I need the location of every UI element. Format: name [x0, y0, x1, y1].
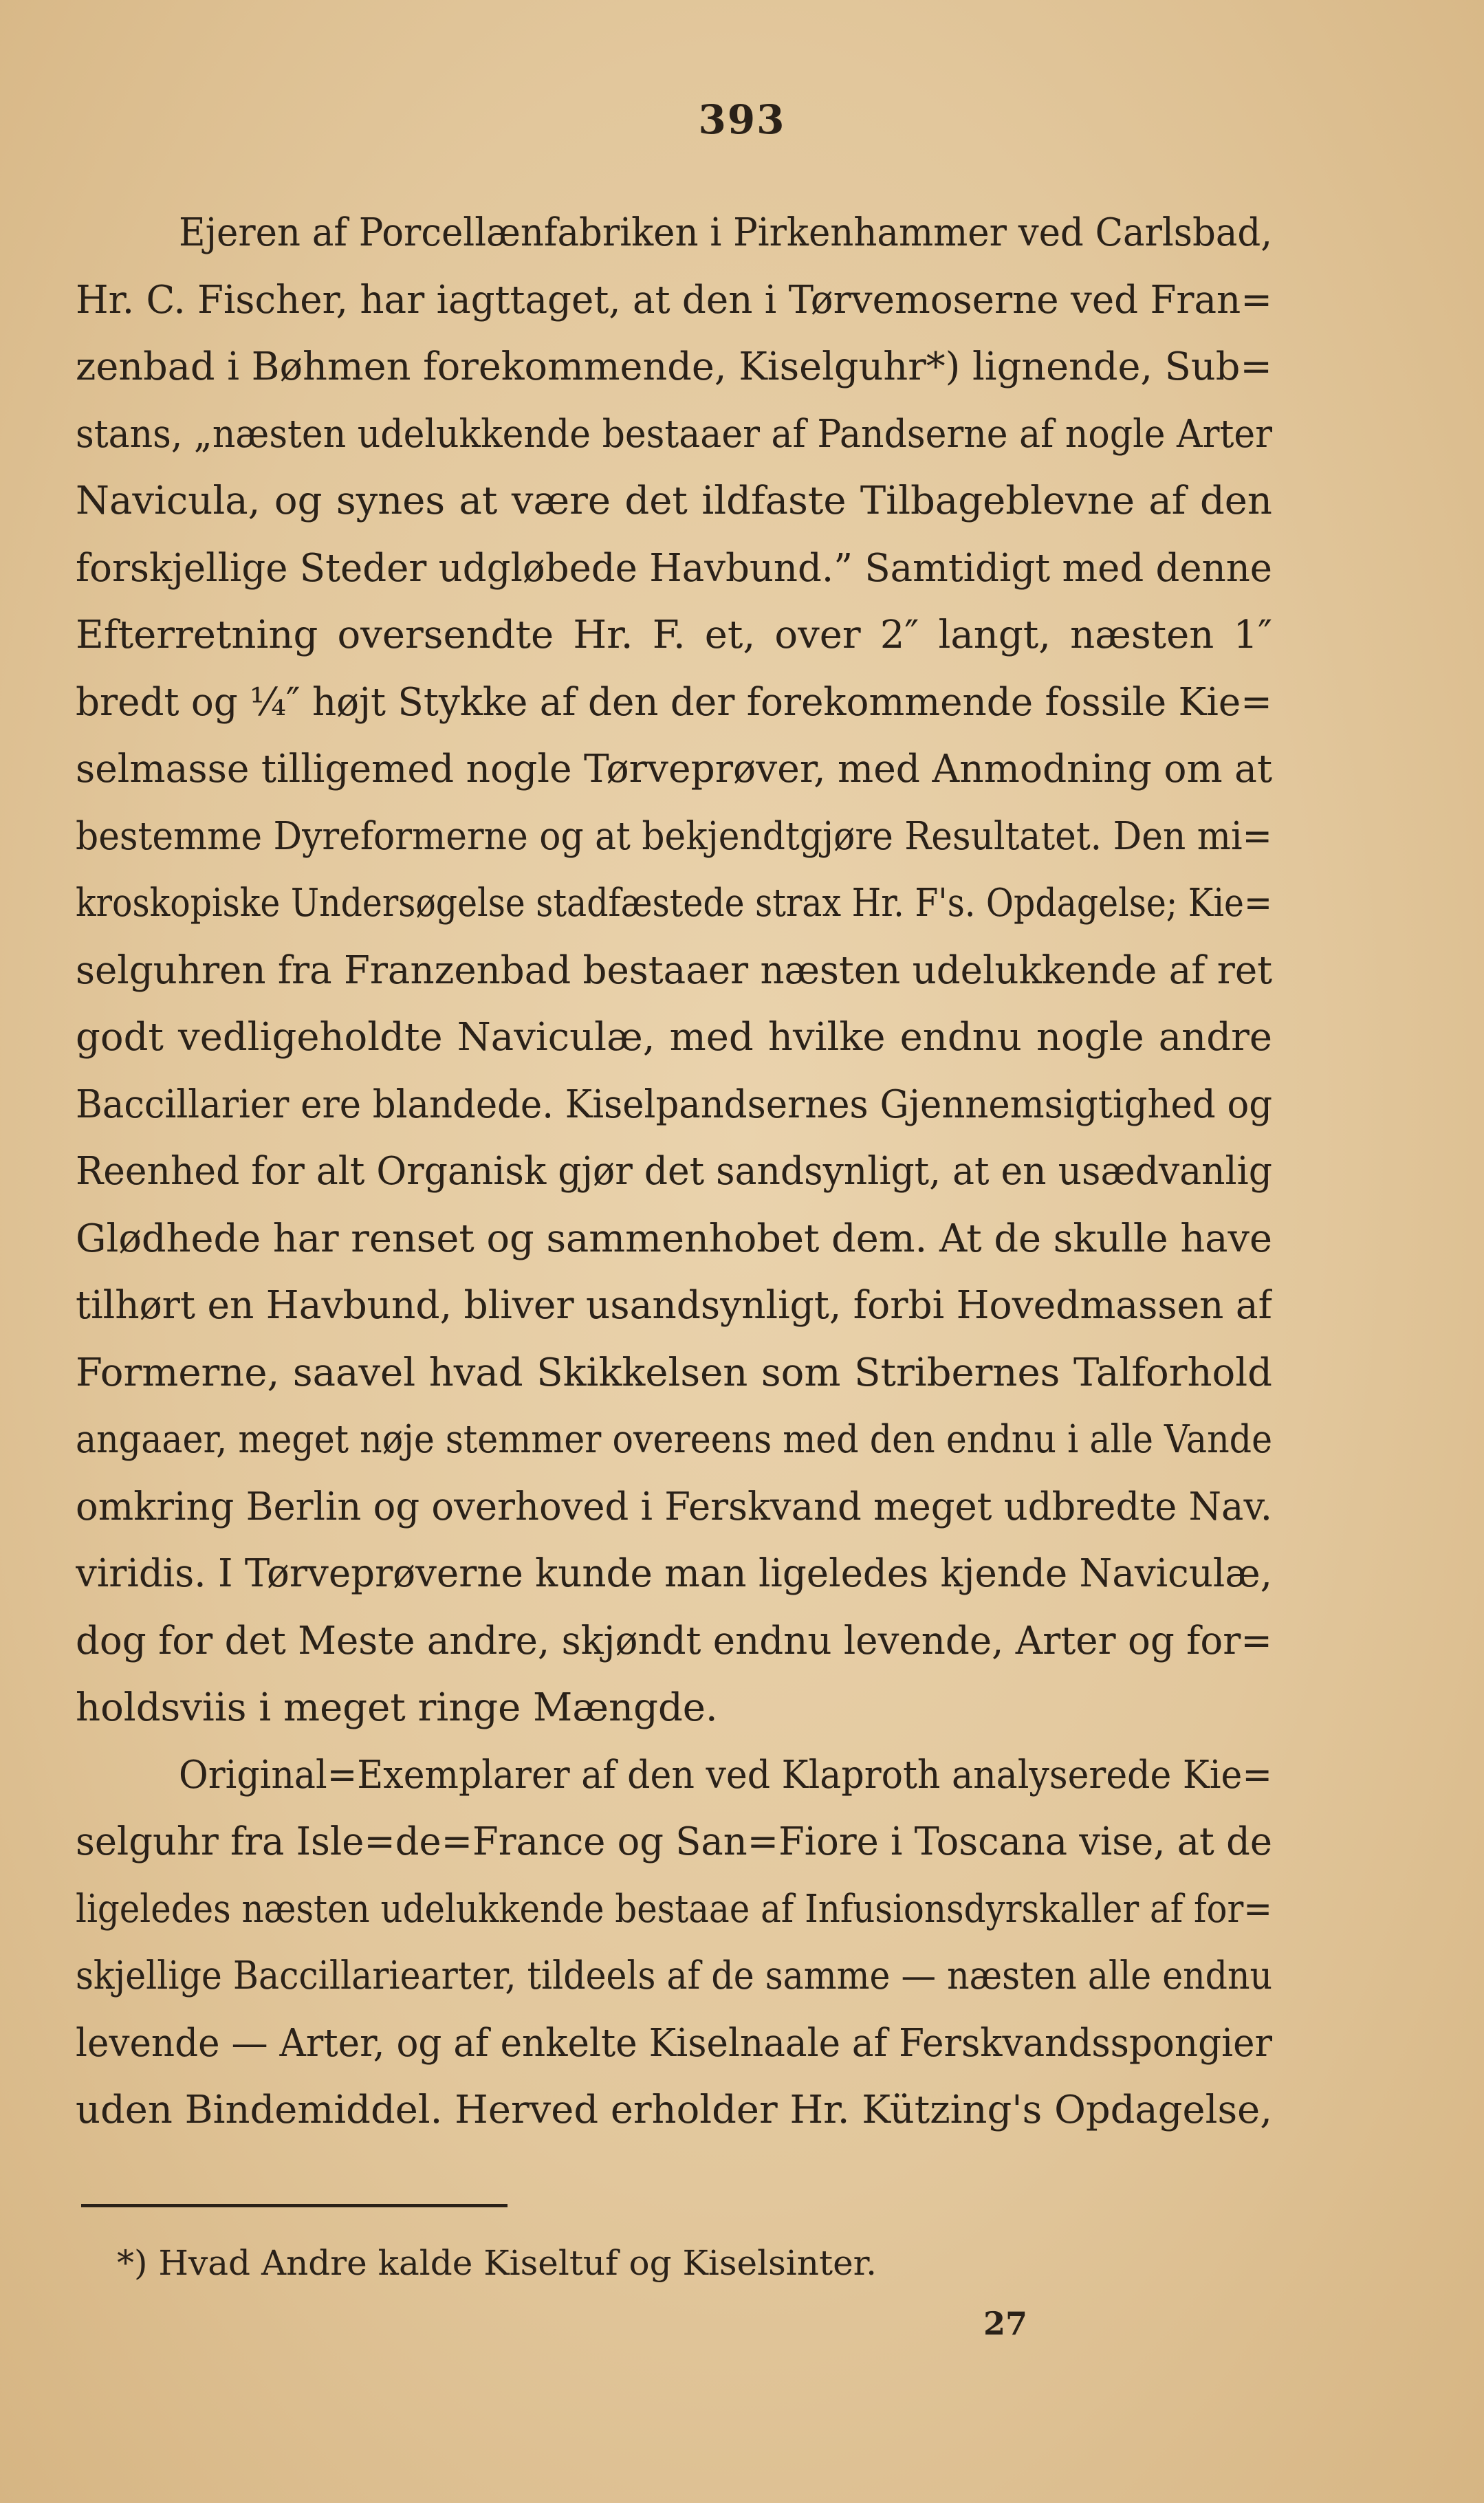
text-line: Ejeren af Porcellænfabriken i Pirkenhammer ved Carlsbad, [179, 210, 1272, 255]
body-text [76, 199, 1272, 2144]
text-line: forskjellige Steder udgløbede Havbund.” Samtidigt med denne [76, 545, 1272, 591]
text-line: holdsviis i meget ringe Mængde. [76, 1685, 718, 1730]
text-line: skjellige Baccillariearter, tildeels af de samme — næsten alle endnu [76, 1954, 1272, 1998]
text-line: selguhr fra Isle=de=France og San=Fiore i Toscana vise, at de [76, 1819, 1272, 1864]
text-line: dog for det Meste andre, skjøndt endnu levende, Arter og for= [76, 1618, 1272, 1663]
text-line: bestemme Dyreformerne og at bekjendtgjøre Resultatet. Den mi= [76, 813, 1272, 859]
text-line: Navicula, og synes at være det ildfaste Tilbageblevne af den [76, 479, 1272, 523]
page-number: 393 [698, 96, 786, 143]
text-line: Original=Exemplarer af den ved Klaproth analyserede Kie= [179, 1752, 1272, 1797]
text-line: godt vedligeholdte Naviculæ, med hvilke endnu nogle andre [76, 1015, 1272, 1060]
text-line: viridis. I Tørveprøverne kunde man ligeledes kjende Naviculæ, [76, 1551, 1272, 1596]
text-line: Baccillarier ere blandede. Kiselpandsernes Gjennemsigtighed og [76, 1082, 1272, 1127]
footnote: *) Hvad Andre kalde Kiseltuf og Kiselsinter. [117, 2243, 877, 2283]
footnote-rule [81, 2204, 508, 2207]
text-line: zenbad i Bøhmen forekommende, Kiselguhr*) lignende, Sub= [76, 345, 1272, 389]
text-line: Formerne, saavel hvad Skikkelsen som Stribernes Talforhold [76, 1350, 1272, 1395]
text-line: levende — Arter, og af enkelte Kiselnaale af Ferskvandsspongier [76, 2020, 1272, 2066]
text-line: ligeledes næsten udelukkende bestaae af Infusionsdyrskaller af for= [76, 1886, 1272, 1932]
text-line: angaaer, meget nøje stemmer overeens med den endnu i alle Vande [76, 1417, 1272, 1462]
text-line: Hr. C. Fischer, har iagttaget, at den i Tørvemoserne ved Fran= [76, 277, 1272, 323]
text-line: Reenhed for alt Organisk gjør det sandsynligt, at en usædvanlig [76, 1149, 1272, 1194]
text-line: selguhren fra Franzenbad bestaaer næsten udelukkende af ret [76, 948, 1272, 993]
text-line: Efterretning oversendte Hr. F. et, over 2″ langt, næsten 1″ [76, 613, 1272, 657]
text-line: Glødhede har renset og sammenhobet dem. At de skulle have [76, 1216, 1272, 1261]
text-line: stans, „næsten udelukkende bestaaer af Pandserne af nogle Arter [76, 411, 1272, 457]
text-line: kroskopiske Undersøgelse stadfæstede strax Hr. F's. Opdagelse; Kie= [76, 881, 1272, 926]
text-line: uden Bindemiddel. Herved erholder Hr. Kützing's Opdagelse, [76, 2088, 1272, 2132]
printer-signature: 27 [983, 2305, 1028, 2342]
text-line: omkring Berlin og overhoved i Ferskvand meget udbredte Nav. [76, 1484, 1272, 1529]
text-line: selmasse tilligemed nogle Tørveprøver, med Anmodning om at [76, 747, 1272, 791]
text-line: tilhørt en Havbund, bliver usandsynligt, forbi Hovedmassen af [76, 1283, 1272, 1328]
text-line: bredt og ¼″ højt Stykke af den der forekommende fossile Kie= [76, 679, 1272, 725]
